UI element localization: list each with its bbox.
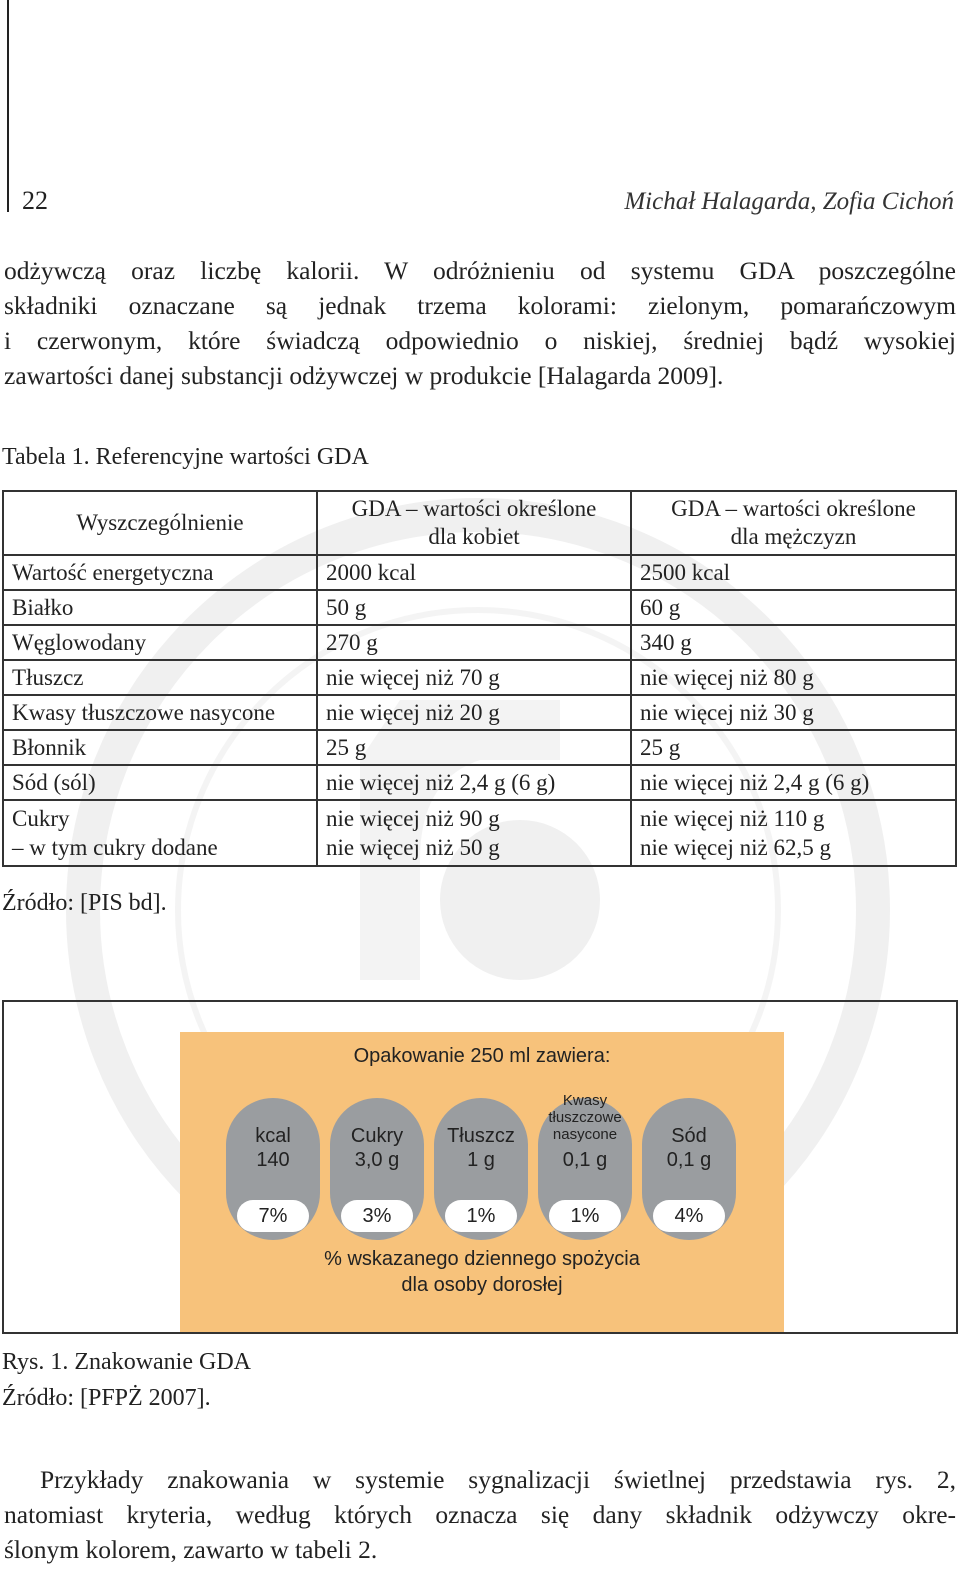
glyph-value: 0,1 g	[562, 1149, 608, 1171]
table-row	[3, 590, 956, 625]
table-row	[3, 730, 956, 765]
table-cell: Kwasy tłuszczowe nasycone	[3, 695, 317, 730]
gda-reference-table	[2, 490, 957, 867]
text-line: Przykłady znakowania w systemie sygnalizacji świetlnej przedstawia rys. 2,	[40, 1465, 956, 1494]
table-row	[3, 660, 956, 695]
gda-glyph-sodium	[642, 1098, 736, 1240]
footer-line: dla osoby dorosłej	[401, 1274, 563, 1296]
table-cell: nie więcej niż 70 g	[317, 660, 631, 695]
paragraph-next	[4, 1462, 956, 1567]
footer-line: % wskazanego dziennego spożycia	[324, 1248, 640, 1270]
table-cell: 25 g	[631, 730, 956, 765]
running-header-authors: Michał Halagarda, Zofia Cichoń	[624, 188, 954, 215]
glyph-value: 140	[256, 1149, 290, 1171]
table-cell: nie więcej niż 20 g	[317, 695, 631, 730]
glyph-label: Kwasy	[562, 1092, 608, 1109]
column-header: Wyszczególnienie	[3, 491, 317, 555]
text-line: i czerwonym, które świadczą odpowiednio o niskiej, średniej bądź wysokiej	[4, 326, 956, 355]
table-cell: 340 g	[631, 625, 956, 660]
table-cell: Cukry – w tym cukry dodane	[3, 800, 317, 866]
table-cell: Sód (sól)	[3, 765, 317, 800]
table-cell: 270 g	[317, 625, 631, 660]
glyph-percent: 7%	[237, 1200, 309, 1232]
table-cell: Wartość energetyczna	[3, 555, 317, 590]
table-cell: nie więcej niż 90 g nie więcej niż 50 g	[317, 800, 631, 866]
glyph-percent: 1%	[445, 1200, 517, 1232]
table-cell: 60 g	[631, 590, 956, 625]
table-cell: 25 g	[317, 730, 631, 765]
table-row	[3, 695, 956, 730]
label-footer	[180, 1246, 784, 1298]
text-line: natomiast kryteria, według których oznacza się dany składnik odżywczy okre-	[4, 1500, 956, 1529]
glyph-percent: 3%	[341, 1200, 413, 1232]
column-header: GDA – wartości określone dla kobiet	[317, 491, 631, 555]
table-cell: Tłuszcz	[3, 660, 317, 695]
gda-glyph-fat	[434, 1098, 528, 1240]
figure-caption: Rys. 1. Znakowanie GDA	[2, 1349, 251, 1375]
label-title: Opakowanie 250 ml zawiera:	[353, 1045, 611, 1067]
gda-glyph-row	[226, 1092, 738, 1240]
figure-source: Źródło: [PFPŻ 2007].	[2, 1385, 211, 1411]
table-cell: Białko	[3, 590, 317, 625]
table-row	[3, 555, 956, 590]
glyph-value: 1 g	[467, 1149, 495, 1171]
text-line: składniki oznaczane są jednak trzema kolorami: zielonym, pomarańczowym	[4, 291, 956, 320]
table-cell: 2000 kcal	[317, 555, 631, 590]
table-source: Źródło: [PIS bd].	[2, 890, 167, 916]
table-cell: Błonnik	[3, 730, 317, 765]
column-header: GDA – wartości określone dla mężczyzn	[631, 491, 956, 555]
glyph-label: kcal	[255, 1125, 291, 1147]
glyph-label: nasycone	[552, 1126, 618, 1143]
table-cell: Węglowodany	[3, 625, 317, 660]
glyph-label: tłuszczowe	[548, 1109, 622, 1126]
margin-rule	[7, 0, 9, 212]
text-line: ślonym kolorem, zawarto w tabeli 2.	[4, 1535, 378, 1564]
paragraph-intro	[4, 253, 956, 393]
table-cell: 2500 kcal	[631, 555, 956, 590]
gda-label-figure	[2, 1000, 958, 1334]
text-line: odżywczą oraz liczbę kalorii. W odróżnieniu od systemu GDA poszczególne	[4, 256, 956, 285]
table-cell: nie więcej niż 80 g	[631, 660, 956, 695]
glyph-value: 3,0 g	[354, 1149, 400, 1171]
table-cell: nie więcej niż 30 g	[631, 695, 956, 730]
table-row	[3, 625, 956, 660]
table-cell: nie więcej niż 110 g nie więcej niż 62,5 g	[631, 800, 956, 866]
table-header-row	[3, 491, 956, 555]
gda-label-panel	[180, 1032, 784, 1332]
glyph-label: Sód	[671, 1125, 707, 1147]
gda-glyph-sugars	[330, 1098, 424, 1240]
gda-glyph-saturates	[538, 1092, 632, 1240]
table-cell: nie więcej niż 2,4 g (6 g)	[317, 765, 631, 800]
text-line: zawartości danej substancji odżywczej w produkcie [Halagarda 2009].	[4, 361, 724, 390]
glyph-value: 0,1 g	[666, 1149, 712, 1171]
page-number: 22	[22, 186, 48, 215]
glyph-percent: 4%	[653, 1200, 725, 1232]
gda-glyph-kcal	[226, 1098, 320, 1240]
table-cell: nie więcej niż 2,4 g (6 g)	[631, 765, 956, 800]
table-cell: 50 g	[317, 590, 631, 625]
table-row	[3, 800, 956, 866]
glyph-label: Tłuszcz	[447, 1125, 515, 1147]
glyph-label: Cukry	[350, 1125, 404, 1147]
glyph-percent: 1%	[549, 1200, 621, 1232]
table-row	[3, 765, 956, 800]
table-caption: Tabela 1. Referencyjne wartości GDA	[2, 444, 369, 470]
